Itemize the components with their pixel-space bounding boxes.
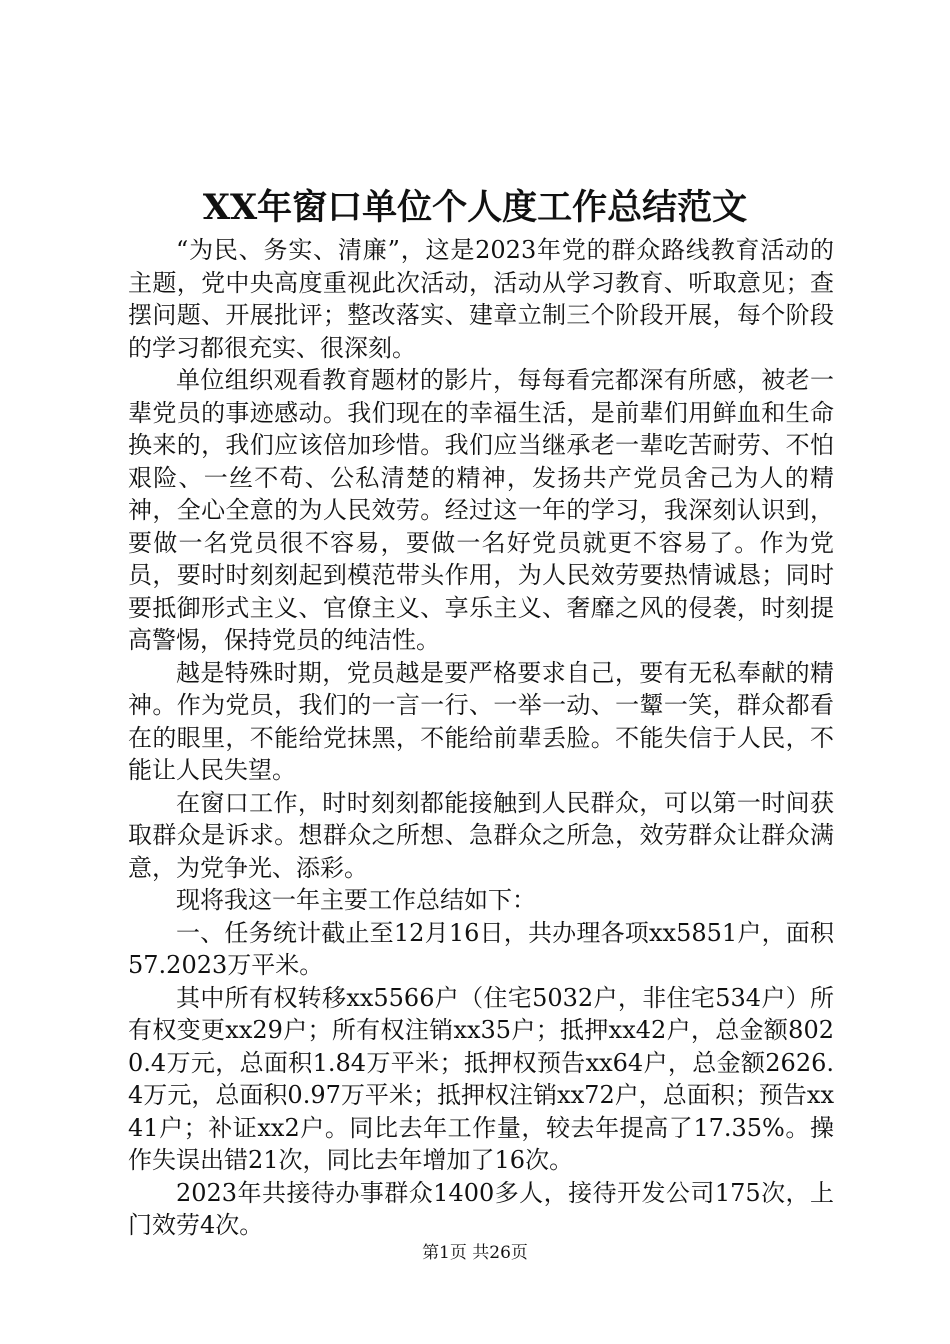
- paragraph-ownership-details: 其中所有权转移xx5566户（住宅5032户，非住宅534户）所有权变更xx29户；所有权注销xx35户；抵押xx42户，总金额8020.4万元，总面积1.84万平米；抵押权预告xx64户，总金额2626.4万元，总面积0.97万平米；抵押权注销xx72户，总面积；预告xx41户；补证xx2户。同比去年工作量，较去年提高了17.35%。操作失误出错21次，同比去年增加了16次。: [128, 983, 834, 1174]
- document-title: XX年窗口单位个人度工作总结范文: [202, 187, 748, 228]
- paragraph-special-period: 越是特殊时期，党员越是要严格要求自己，要有无私奉献的精神。作为党员，我们的一言一行、一举一动、一颦一笑，群众都看在的眼里，不能给党抹黑，不能给前辈丢脸。不能失信于人民，不能让人民失望。: [128, 658, 834, 784]
- paragraph-window-work: 在窗口工作，时时刻刻都能接触到人民群众，可以第一时间获取群众是诉求。想群众之所想、急群众之所急，效劳群众让群众满意，为党争光、添彩。: [128, 788, 834, 882]
- paragraph-reception-count: 2023年共接待办事群众1400多人，接待开发公司175次，上门效劳4次。: [128, 1178, 834, 1239]
- paragraph-task-statistics: 一、任务统计截止至12月16日，共办理各项xx5851户，面积57.2023万平米。: [128, 918, 834, 979]
- page-footer: 第1页 共26页: [422, 1243, 528, 1263]
- paragraph-theme: “为民、务实、清廉”，这是2023年党的群众路线教育活动的主题，党中央高度重视此次活动，活动从学习教育、听取意见；查摆问题、开展批评；整改落实、建章立制三个阶段开展，每个阶段的学习都很充实、很深刻。: [128, 236, 834, 362]
- paragraph-summary-intro: 现将我这一年主要工作总结如下：: [176, 886, 536, 914]
- paragraph-education-film: 单位组织观看教育题材的影片，每每看完都深有所感，被老一辈党员的事迹感动。我们现在的幸福生活，是前辈们用鲜血和生命换来的，我们应该倍加珍惜。我们应当继承老一辈吃苦耐劳、不怕艰险、一丝不苟、公私清楚的精神，发扬共产党员舍己为人的精神，全心全意的为人民效劳。经过这一年的学习，我深刻认识到，要做一名党员很不容易，要做一名好党员就更不容易了。作为党员，要时时刻刻起到模范带头作用，为人民效劳要热情诚恳；同时要抵御形式主义、官僚主义、享乐主义、奢靡之风的侵袭，时刻提高警惕，保持党员的纯洁性。: [128, 366, 834, 654]
- document-body: [128, 234, 834, 1242]
